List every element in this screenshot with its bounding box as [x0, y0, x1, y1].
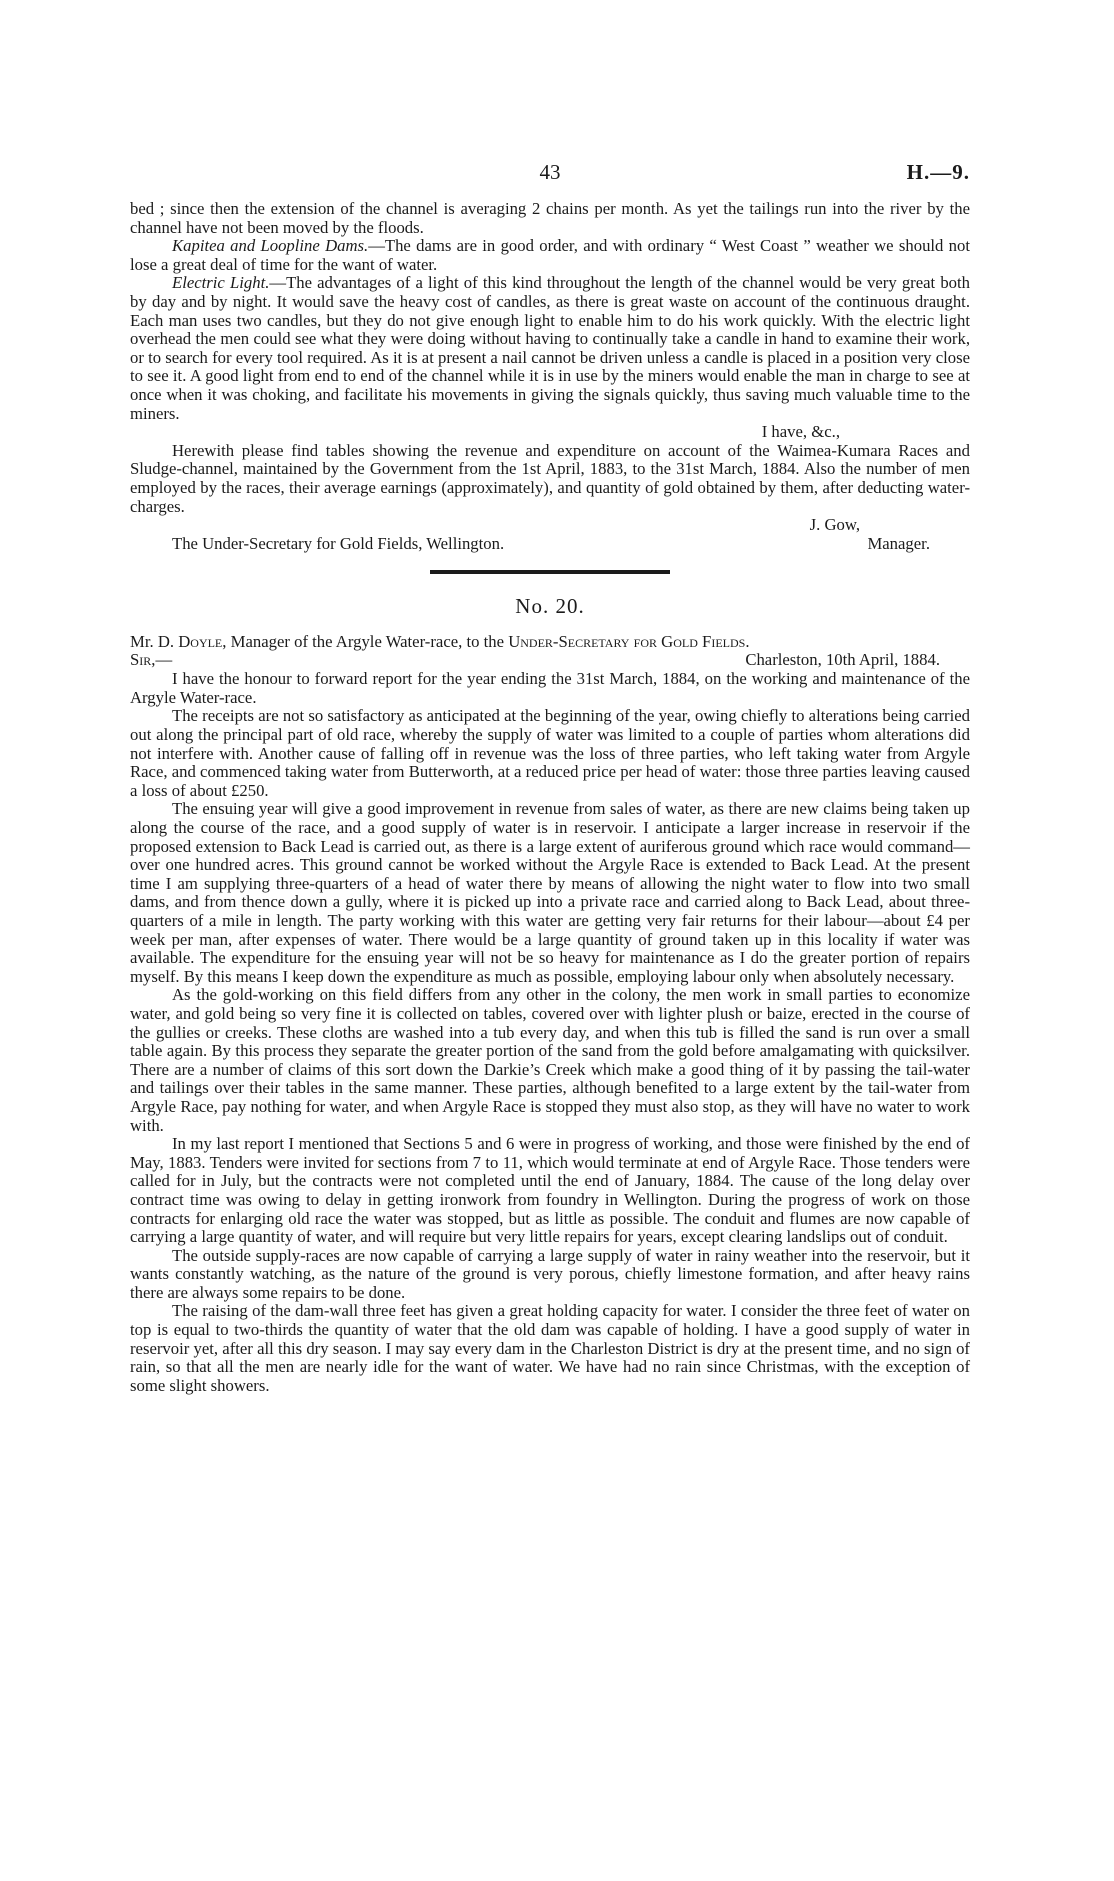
letter-heading [130, 633, 970, 652]
report-paragraph: As the gold-working on this field differs from any other in the colony, the men work in small parties to economize water, and gold being so very fine it is collected on tables, covered over with lighter plush or baize, erected in the course of the gullies or creeks. These cloths are washed into a tub every day, and when this tub is filled the sand is run over a small table again. By this process they separate the greater portion of the sand from the gold before amalgamating with quicksilver. There are a number of claims of this sort down the Darkie’s Creek which make a good thing of it by passing the tail-water and tailings over their tables in the same manner. These parties, although benefited to a large extent by the tail-water from Argyle Race, pay nothing for water, and when Argyle Race is stopped they must also stop, as they will have no water to work with. [130, 985, 970, 1135]
heading-middle: , Manager of the Argyle Water-race, to the [222, 631, 509, 651]
addressee: The Under-Secretary for Gold Fields, Wellington. [172, 533, 505, 553]
signatory-title: Manager. [867, 533, 930, 553]
heading-suffix: . [745, 631, 750, 651]
signatory-name: J. Gow, [809, 515, 860, 535]
document-page [130, 160, 970, 1395]
report-paragraph: The outside supply-races are now capable of carrying a large supply of water in rainy weather into the reservoir, but it wants constantly watching, as the nature of the ground is very porous, chiefly limestone formation, and after heavy rains there are always some repairs to be done. [130, 1245, 970, 1302]
salutation-row [130, 651, 970, 670]
electric-light-text: —The advantages of a light of this kind throughout the length of the channel would be very great both by day and by night. It would save the heavy cost of candles, as there is great waste on account of the continuous draught. Each man uses two candles, but they do not give enough light to enable him to do his work quickly. With the electric light overhead the men could see what they were doing without having to continually take a candle in hand to examine their work, or to search for every tool required. As it is at present a nail cannot be driven unless a candle is placed in a position very close to see it. A good light from end to end of the channel while it is in use by the miners would enable the man in charge to see at once when it was choking, and facilitate his movements in giving the signals quickly, thus saving much valuable time to the miners. [130, 273, 970, 423]
section-number: No. 20. [515, 593, 585, 618]
paragraph-electric-light [130, 274, 970, 423]
report-paragraph: I have the honour to forward report for the year ending the 31st March, 1884, on the working and maintenance of the Argyle Water-race. [130, 669, 970, 707]
address-row [130, 535, 970, 554]
recipient-title: Under-Secretary for Gold Fields [508, 631, 746, 651]
salutation: Sir,— [130, 650, 173, 670]
place-date: Charleston, 10th April, 1884. [745, 650, 940, 670]
report-paragraph: In my last report I mentioned that Sections 5 and 6 were in progress of working, and those were finished by the end of May, 1883. Tenders were invited for sections from 7 to 11, which would terminate at end of Argyle Race. Those tenders were called for in July, but the contracts were not completed until the end of January, 1884. The cause of the long delay over contract time was owing to delay in getting ironwork from foundry in Wellington. During the progress of work on those contracts for enlarging old race the water was stopped, but as little as possible. The conduit and flumes are now capable of carrying a large quantity of water, and will require but very little repairs for years, except clearing landslips out of conduit. [130, 1134, 970, 1247]
dams-heading: Kapitea and Loopline Dams. [172, 236, 369, 256]
report-paragraph: The receipts are not so satisfactory as anticipated at the beginning of the year, owing chiefly to alterations being carried out along the principal part of old race, whereby the supply of water was limited to a couple of parties whom alterations did not interfere with. Another cause of falling off in revenue was the loss of three parties, who left taking water from Argyle Race, and commenced taking water from Butterworth, at a reduced price per head of water: those three parties leaving caused a loss of about £250. [130, 706, 970, 800]
document-reference: H.—9. [906, 160, 970, 184]
report-paragraph: The ensuing year will give a good improvement in revenue from sales of water, as there are new claims being taken up along the course of the race, and a good supply of water is in reservoir. I anticipate a larger increase in reservoir if the proposed extension to Back Lead is carried out, as there is a large extent of auriferous ground which race would command—over one hundred acres. This ground cannot be worked without the Argyle Race is extended to Back Lead. At the present time I am supplying three-quarters of a head of water there by means of allowing the night water to flow into two small dams, and from thence down a gully, where it is picked up into a private race and carried along to Back Lead, about three-quarters of a mile in length. The party working with this water are getting very fair returns for their labour—about £4 per week per man, after expenses of water. There would be a large quantity of ground taken up in this locality if water was available. The expenditure for the ensuing year will not be so heavy for maintenance as I do the greater portion of repairs myself. By this means I keep down the expenditure as much as possible, employing labour only when absolutely necessary. [130, 799, 970, 986]
previous-report-continuation [130, 200, 970, 554]
paragraph-tables: Herewith please find tables showing the revenue and expenditure on account of the Waimea-Kumara Races and Sludge-channel, maintained by the Government from the 1st April, 1883, to the 31st March, 1884. Also the number of men employed by the races, their average earnings (approximately), and quantity of gold obtained by them, after deducting water-charges. [130, 440, 970, 516]
electric-light-heading: Electric Light. [172, 273, 270, 293]
report-paragraph: The raising of the dam-wall three feet has given a great holding capacity for water. I consider the three feet of water on top is equal to two-thirds the quantity of water that the old dam was capable of holding. I have a good supply of water in reservoir yet, after all this dry season. I may say every dam in the Charleston District is dry at the present time, and no sign of rain, so that all the men are nearly idle for the want of water. We have had no rain since Christmas, with the exception of some slight showers. [130, 1301, 970, 1395]
section-divider-rule [430, 570, 670, 574]
page-header [130, 160, 970, 200]
dams-text: —The dams are in good order, and with ordinary “ West Coast ” weather we should not lose a great deal of time for the want of water. [130, 236, 971, 274]
paragraph-dams [130, 237, 970, 274]
paragraph-channel: bed ; since then the extension of the channel is averaging 2 chains per month. As yet the tailings run into the river by the channel have not been moved by the floods. [130, 199, 970, 237]
sender-name: D. Doyle [157, 631, 223, 651]
heading-prefix: Mr. [130, 631, 158, 651]
report-no-20 [130, 633, 970, 1396]
page-number: 43 [539, 160, 561, 184]
closing-phrase: I have, &c., [761, 422, 840, 442]
